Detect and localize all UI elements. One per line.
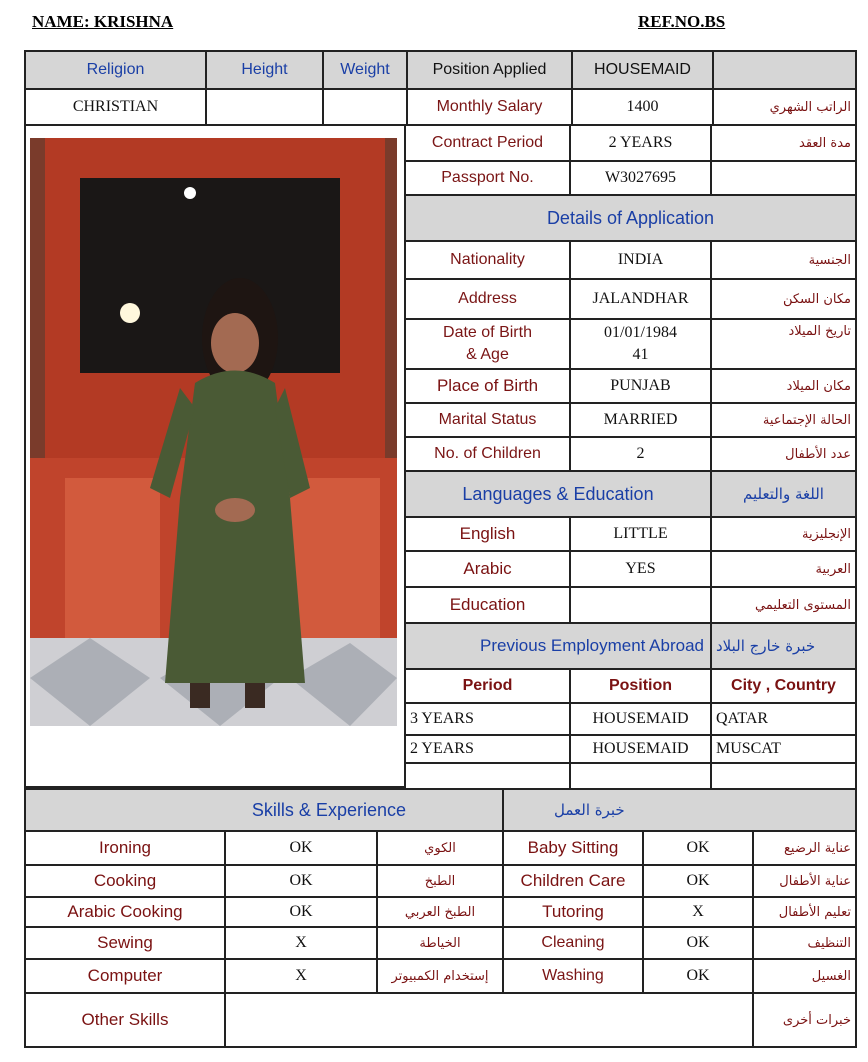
monthly-salary-value: 1400 — [572, 89, 713, 125]
skill-label: Cleaning — [503, 927, 643, 959]
nationality-value: INDIA — [570, 241, 711, 279]
place-of-birth-label: Place of Birth — [405, 369, 570, 403]
religion-value: CHRISTIAN — [25, 89, 206, 125]
skill-ar: عناية الرضيع — [753, 831, 856, 865]
position-header: Position — [570, 669, 711, 703]
address-ar: مكان السكن — [711, 279, 856, 319]
dob-label — [405, 319, 570, 369]
address-label: Address — [405, 279, 570, 319]
skill-ar: الكوي — [377, 831, 503, 865]
employment-position: HOUSEMAID — [570, 735, 711, 763]
period-header: Period — [405, 669, 570, 703]
height-header: Height — [206, 51, 323, 89]
languages-section-title: Languages & Education — [405, 471, 711, 517]
dob-label-line2: & Age — [466, 346, 509, 363]
skill-label: Sewing — [25, 927, 225, 959]
employment-position — [570, 763, 711, 789]
dob-ar: تاريخ الميلاد — [711, 319, 856, 369]
english-ar: الإنجليزية — [711, 517, 856, 551]
contract-period-ar: مدة العقد — [711, 125, 856, 161]
position-empty-cell — [713, 51, 856, 89]
address-value: JALANDHAR — [570, 279, 711, 319]
other-skills-ar: خبرات أخرى — [753, 993, 856, 1047]
height-value — [206, 89, 323, 125]
skill-value: X — [643, 897, 753, 927]
age-value: 41 — [632, 346, 649, 363]
english-value: LITTLE — [570, 517, 711, 551]
application-table — [404, 124, 857, 790]
skills-section-title: Skills & Experience — [25, 789, 503, 831]
position-applied-value: HOUSEMAID — [572, 51, 713, 89]
languages-section-title-ar: اللغة والتعليم — [711, 471, 856, 517]
employment-city: QATAR — [711, 703, 856, 735]
skill-value: OK — [643, 865, 753, 897]
monthly-salary-label: Monthly Salary — [407, 89, 572, 125]
skill-value: OK — [225, 897, 377, 927]
marital-status-value: MARRIED — [570, 403, 711, 437]
education-ar: المستوى التعليمي — [711, 587, 856, 623]
skill-value: X — [225, 959, 377, 993]
passport-value: W3027695 — [570, 161, 711, 195]
other-skills-value — [225, 993, 753, 1047]
arabic-value: YES — [570, 551, 711, 587]
skill-label: Washing — [503, 959, 643, 993]
education-value — [570, 587, 711, 623]
skill-label: Baby Sitting — [503, 831, 643, 865]
skill-label: Computer — [25, 959, 225, 993]
candidate-photo — [30, 138, 397, 726]
candidate-name: NAME: KRISHNA — [32, 12, 174, 31]
passport-ar — [711, 161, 856, 195]
skill-ar: الخياطة — [377, 927, 503, 959]
skill-label: Cooking — [25, 865, 225, 897]
marital-status-ar: الحالة الإجتماعية — [711, 403, 856, 437]
passport-label: Passport No. — [405, 161, 570, 195]
children-value: 2 — [570, 437, 711, 471]
children-label: No. of Children — [405, 437, 570, 471]
marital-status-label: Marital Status — [405, 403, 570, 437]
details-section-title: Details of Application — [405, 195, 856, 241]
skill-ar: تعليم الأطفال — [753, 897, 856, 927]
employment-period: 3 YEARS — [405, 703, 570, 735]
reference-number: REF.NO.BS — [638, 12, 726, 31]
children-ar: عدد الأطفال — [711, 437, 856, 471]
skill-label: Children Care — [503, 865, 643, 897]
employment-section-title: Previous Employment Abroad — [405, 623, 711, 669]
dob-label-line1: Date of Birth — [443, 324, 532, 341]
top-header-table — [24, 50, 857, 126]
skill-ar: الطبخ العربي — [377, 897, 503, 927]
skill-label: Arabic Cooking — [25, 897, 225, 927]
skill-ar: الطبخ — [377, 865, 503, 897]
monthly-salary-ar: الراتب الشهري — [713, 89, 856, 125]
english-label: English — [405, 517, 570, 551]
employment-period: 2 YEARS — [405, 735, 570, 763]
other-skills-label: Other Skills — [25, 993, 225, 1047]
arabic-ar: العربية — [711, 551, 856, 587]
position-applied-label: Position Applied — [407, 51, 572, 89]
skill-value: X — [225, 927, 377, 959]
religion-header: Religion — [25, 51, 206, 89]
skill-value: OK — [225, 865, 377, 897]
skill-value: OK — [643, 927, 753, 959]
nationality-ar: الجنسية — [711, 241, 856, 279]
city-country-header: City , Country — [711, 669, 856, 703]
dob-value — [570, 319, 711, 369]
skill-label: Ironing — [25, 831, 225, 865]
weight-header: Weight — [323, 51, 407, 89]
skill-value: OK — [225, 831, 377, 865]
employment-position: HOUSEMAID — [570, 703, 711, 735]
employment-section-title-ar: خبرة خارج البلاد — [711, 623, 856, 669]
skills-table — [24, 788, 857, 1048]
skill-value: OK — [643, 959, 753, 993]
employment-city: MUSCAT — [711, 735, 856, 763]
weight-value — [323, 89, 407, 125]
skill-ar: عناية الأطفال — [753, 865, 856, 897]
place-of-birth-ar: مكان الميلاد — [711, 369, 856, 403]
contract-period-label: Contract Period — [405, 125, 570, 161]
skill-ar: الغسيل — [753, 959, 856, 993]
employment-city — [711, 763, 856, 789]
employment-period — [405, 763, 570, 789]
skill-ar: التنظيف — [753, 927, 856, 959]
contract-period-value: 2 YEARS — [570, 125, 711, 161]
skill-value: OK — [643, 831, 753, 865]
skill-ar: إستخدام الكمبيوتر — [377, 959, 503, 993]
place-of-birth-value: PUNJAB — [570, 369, 711, 403]
education-label: Education — [405, 587, 570, 623]
dob-date: 01/01/1984 — [604, 324, 677, 341]
skill-label: Tutoring — [503, 897, 643, 927]
nationality-label: Nationality — [405, 241, 570, 279]
skills-section-title-ar: خبرة العمل — [503, 789, 856, 831]
arabic-label: Arabic — [405, 551, 570, 587]
